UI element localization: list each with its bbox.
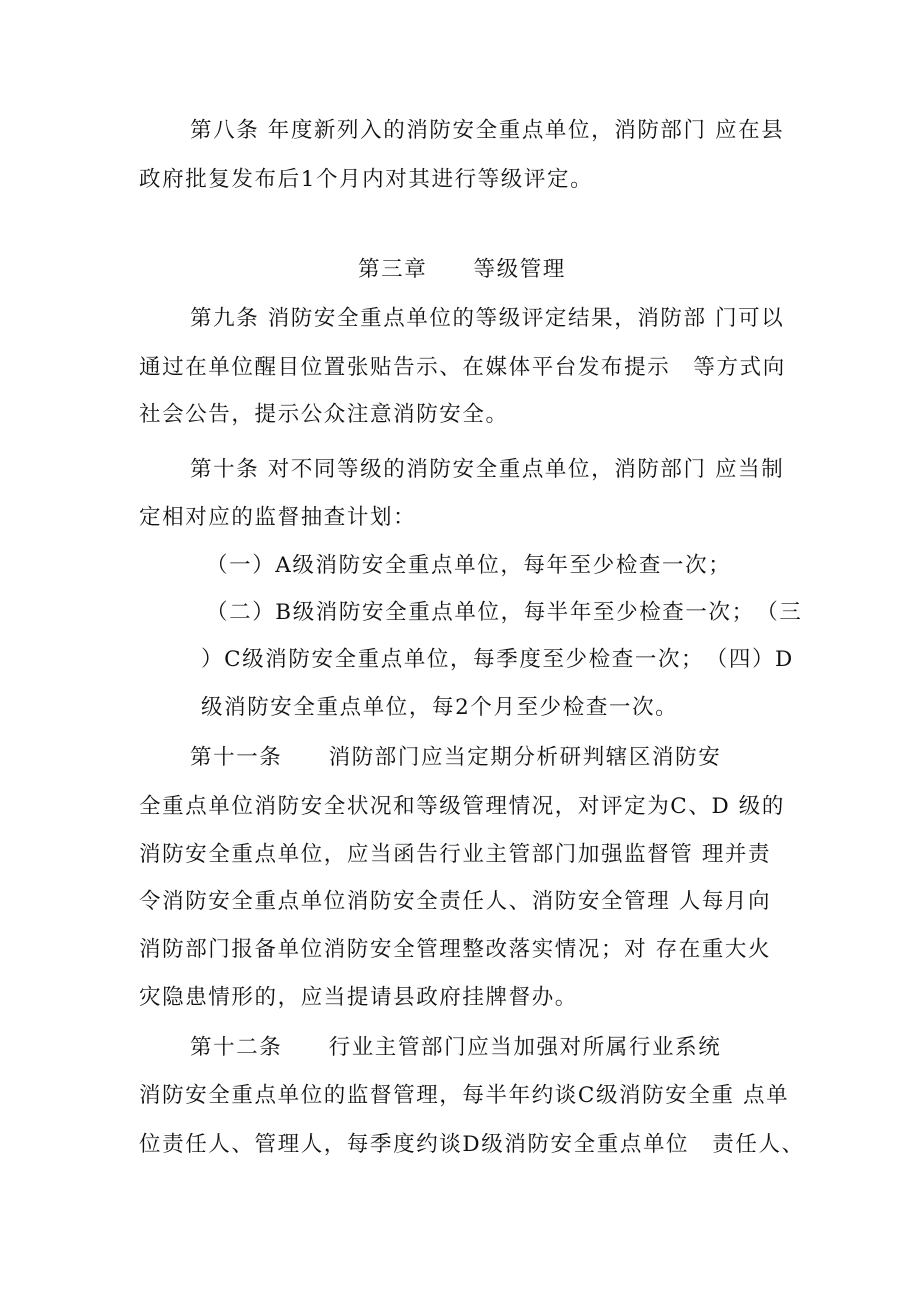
article-9-line-3: 社会公告，提示公众注意消防安全。	[139, 402, 509, 427]
article-10-line-2: 定相对应的监督抽查计划：	[139, 505, 417, 530]
article-11-line-2: 全重点单位消防安全状况和等级管理情况，对评定为C、D 级的	[139, 794, 785, 819]
article-11-line-6: 灾隐患情形的，应当提请县政府挂牌督办。	[139, 985, 578, 1010]
article-10-item-4: 级消防安全重点单位，每2个月至少检查一次。	[201, 695, 679, 720]
article-10-item-3: ）C级消防安全重点单位，每季度至少检查一次； （四）D	[201, 647, 794, 672]
article-10-line-1: 第十条 对不同等级的消防安全重点单位，消防部门 应当制	[190, 457, 785, 482]
article-11-line-3: 消防安全重点单位，应当函告行业主管部门加强监督管 理并责	[139, 842, 772, 867]
article-12-line-2: 消防安全重点单位的监督管理，每半年约谈C级消防安全重 点单	[139, 1083, 790, 1108]
article-9-line-2: 通过在单位醒目位置张贴告示、在媒体平台发布提示 等方式向	[139, 355, 786, 380]
article-8-line-1: 第八条 年度新列入的消防安全重点单位，消防部门 应在县	[190, 118, 785, 143]
article-11-line-4: 令消防安全重点单位消防安全责任人、消防安全管理 人每月向	[139, 889, 772, 914]
article-12-line-1: 第十二条 行业主管部门应当加强对所属行业系统	[190, 1035, 722, 1060]
article-8-line-2: 政府批复发布后1个月内对其进行等级评定。	[139, 167, 594, 192]
article-11-line-1: 第十一条 消防部门应当定期分析研判辖区消防安	[190, 745, 722, 770]
article-11-line-5: 消防部门报备单位消防安全管理整改落实情况；对 存在重大火	[139, 937, 772, 962]
article-12-line-3: 位责任人、管理人，每季度约谈D级消防安全重点单位 责任人、	[139, 1132, 805, 1157]
chapter-3-heading: 第三章 等级管理	[358, 257, 566, 282]
article-10-item-2: （二）B级消防安全重点单位，每半年至少检查一次； （三	[206, 600, 803, 625]
article-10-item-1: （一）A级消防安全重点单位，每年至少检查一次；	[206, 553, 732, 578]
article-9-line-1: 第九条 消防安全重点单位的等级评定结果，消防部 门可以	[190, 306, 785, 331]
